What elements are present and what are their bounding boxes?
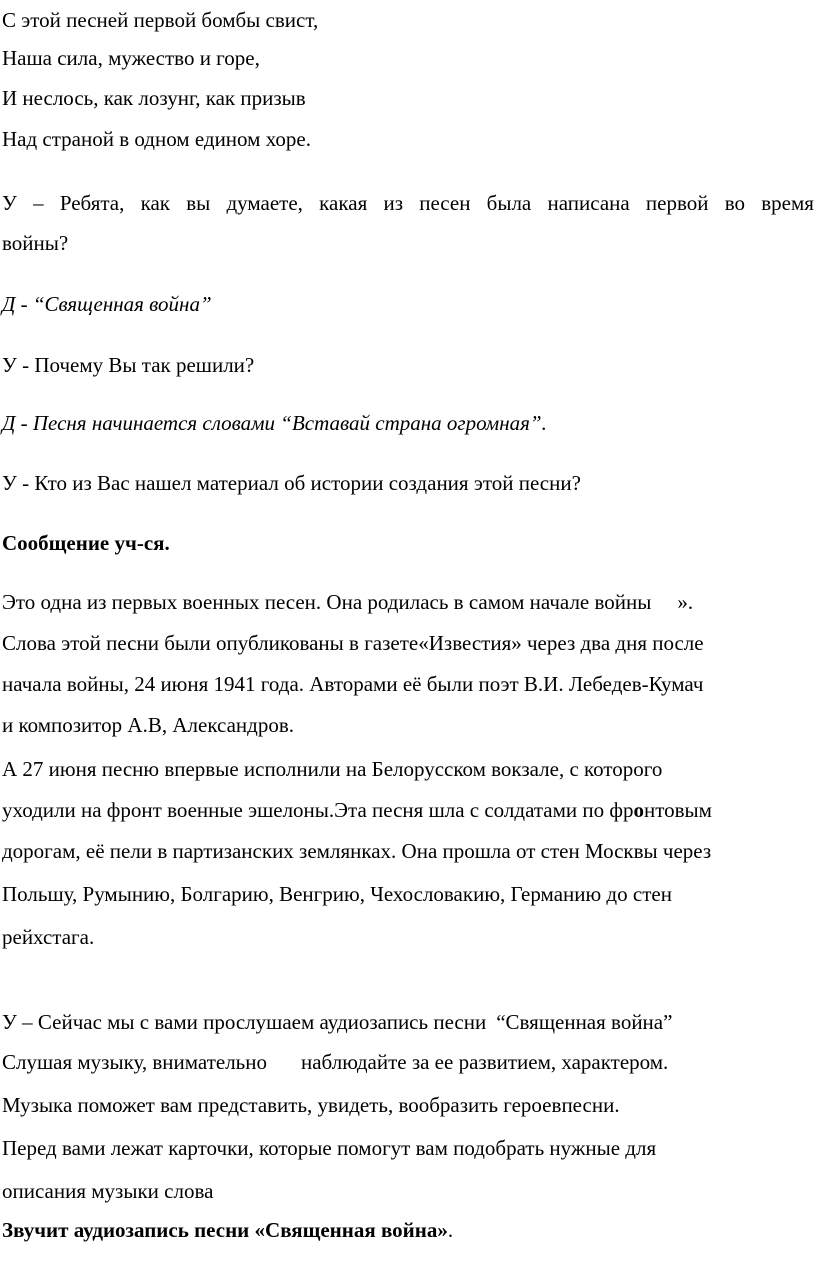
poem-line-3: И неслось, как лозунг, как призыв: [2, 86, 306, 110]
word: написана: [547, 191, 630, 215]
text: Эта песня шла с солдатами по фр: [334, 798, 634, 822]
teacher-line-2: [2, 1052, 668, 1073]
message-line-8: Польшу, Румынию, Болгарию, Венгрию, Чехословакию, Германию до стен: [2, 882, 672, 906]
message-line-7: дорогам, её пели в партизанских землянках. Она прошла от стен Москвы через: [2, 839, 712, 863]
message-line-4: и композитор А.В, Александров.: [2, 713, 294, 737]
word: как: [140, 191, 171, 215]
text: Слова этой песни были опубликованы в газете: [2, 631, 419, 655]
word: какая: [319, 191, 368, 215]
teacher-line-1: [2, 1012, 672, 1033]
poem-line-1: С этой песней первой бомбы свист,: [2, 8, 319, 32]
text: начала войны, 24 июня 1941 год: [2, 672, 290, 696]
text: У – Сейчас мы с вами прослушаем аудиозапись песни: [2, 1010, 487, 1034]
word: во: [724, 191, 745, 215]
word: из: [383, 191, 403, 215]
text: о: [633, 798, 644, 822]
text: “Священная война”: [496, 1010, 673, 1034]
word: –: [33, 191, 44, 215]
teacher-line-5: описания музыки слова: [2, 1179, 214, 1203]
text: «Известия» через два дня после: [418, 631, 704, 655]
message-line-2: [2, 633, 704, 654]
word: первой: [645, 191, 709, 215]
text: уходили на фронт военные эшелоны.: [2, 798, 335, 822]
text: Музыка поможет вам представить, увидеть, вообразить героев: [2, 1093, 562, 1117]
text: .: [447, 1218, 454, 1242]
teacher-question-3: У - Кто из Вас нашел материал об истории создания этой песни?: [2, 471, 581, 495]
student-answer-1: Д - “Священная война”: [2, 292, 212, 316]
teacher-line-4: Перед вами лежат карточки, которые помогут вам подобрать нужные для: [2, 1136, 657, 1160]
message-line-9: рейхстага.: [2, 925, 95, 949]
word: вы: [186, 191, 211, 215]
teacher-question-2: У - Почему Вы так решили?: [2, 353, 255, 377]
teacher-line-3: [2, 1095, 620, 1116]
student-answer-2: Д - Песня начинается словами “Вставай страна огромная”.: [2, 411, 547, 435]
section-heading: Сообщение уч-ся.: [2, 531, 170, 555]
final-line: [2, 1220, 453, 1241]
text: -Кумач: [641, 672, 704, 696]
text: наблюдайте за ее развитием, характером.: [301, 1050, 669, 1074]
teacher-question-line-2: войны?: [2, 231, 69, 255]
text: Это одна из первых военных песен. Она родилась в самом начале войны: [2, 590, 652, 614]
word: была: [486, 191, 532, 215]
poem-line-2: Наша сила, мужество и горе,: [2, 46, 260, 70]
text: Слушая музыку, внимательно: [2, 1050, 267, 1074]
word: Ребята,: [59, 191, 125, 215]
text: нтовым: [643, 798, 712, 822]
word: думаете,: [226, 191, 303, 215]
word: песен: [419, 191, 471, 215]
teacher-question-line-1: [2, 193, 814, 214]
message-line-1: [2, 592, 693, 613]
text: а. Авторами её были поэт В.И. Лебедев: [289, 672, 642, 696]
message-line-3: [2, 674, 703, 695]
poem-line-4: Над страной в одном едином хоре.: [2, 127, 311, 151]
word: время: [761, 191, 814, 215]
text: ».: [677, 590, 694, 614]
message-line-5: А 27 июня песню впервые исполнили на Белорусском вокзале, с которого: [2, 757, 663, 781]
message-line-6: [2, 800, 712, 821]
word: У: [2, 191, 17, 215]
text: Звучит аудиозапись песни «Священная война»: [2, 1218, 448, 1242]
text: песни.: [561, 1093, 620, 1117]
